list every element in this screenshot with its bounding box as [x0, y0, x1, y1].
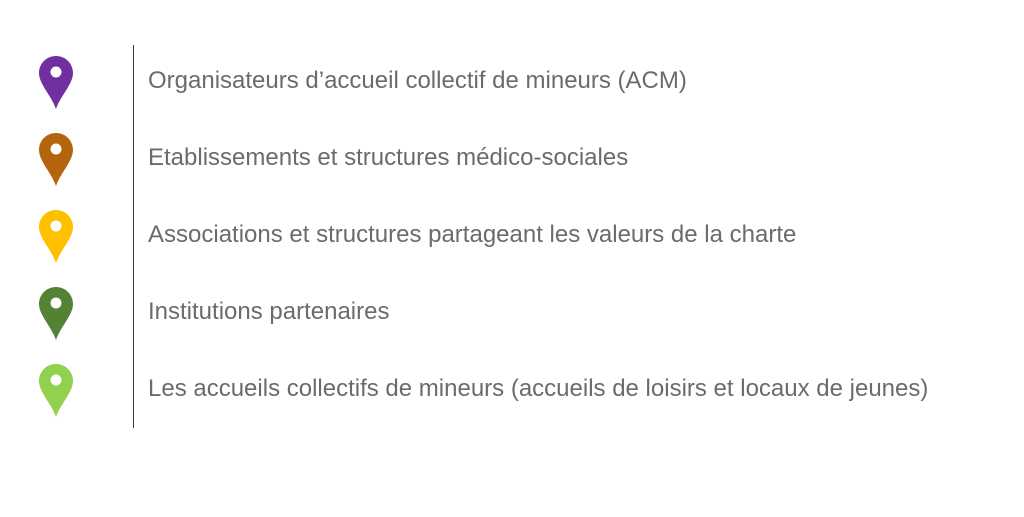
pin-shape: [39, 133, 73, 186]
legend-item-youth-centres: [0, 363, 1024, 423]
legend-item-medico-social: [0, 132, 1024, 192]
legend-item-associations: [0, 209, 1024, 269]
pin-shape: [39, 287, 73, 340]
legend-item-institutions: [0, 286, 1024, 346]
map-pin-icon: [38, 363, 74, 418]
purple-map-pin-icon: [38, 55, 74, 110]
map-pin-icon: [38, 55, 74, 110]
legend-label: Associations et structures partageant les valeurs de la charte: [148, 221, 797, 248]
map-pin-icon: [38, 286, 74, 341]
pin-shape: [39, 56, 73, 109]
pin-shape: [39, 210, 73, 263]
legend-label: Les accueils collectifs de mineurs (accueils de loisirs et locaux de jeunes): [148, 375, 929, 402]
map-pin-icon: [38, 209, 74, 264]
light-green-map-pin-icon: [38, 363, 74, 418]
dark-green-map-pin-icon: [38, 286, 74, 341]
map-pin-icon: [38, 132, 74, 187]
legend-item-acm-organisers: [0, 55, 1024, 115]
legend-label: Etablissements et structures médico-sociales: [148, 144, 629, 171]
legend-label: Institutions partenaires: [148, 298, 390, 325]
brown-map-pin-icon: [38, 132, 74, 187]
legend-label: Organisateurs d’accueil collectif de mineurs (ACM): [148, 67, 687, 94]
pin-shape: [39, 364, 73, 417]
yellow-map-pin-icon: [38, 209, 74, 264]
